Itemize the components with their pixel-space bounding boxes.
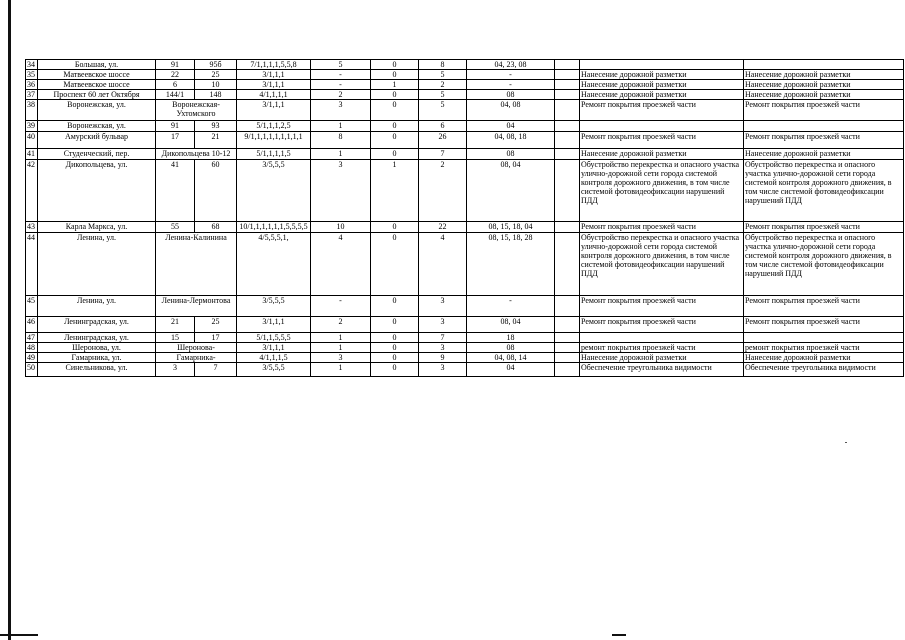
work-done-cell: Ремонт покрытия проезжей части [744,100,904,121]
empty-cell [555,333,580,343]
to-cell: 68 [195,222,237,233]
routes-cell: 04, 08, 18 [467,132,555,149]
lanes-cell: 3/5,5,5 [237,296,311,317]
count-cell: 8 [419,60,467,70]
scan-speck [845,442,847,443]
row-number-cell: 41 [26,149,38,160]
work-done-cell: ремонт покрытия проезжей части [744,343,904,353]
row-number-cell: 42 [26,160,38,222]
empty-cell [555,222,580,233]
row-number-cell: 37 [26,90,38,100]
table-row [26,132,904,149]
count-cell: 3 [419,363,467,377]
routes-cell: - [467,296,555,317]
count-cell: 2 [311,90,371,100]
routes-cell: 08 [467,343,555,353]
count-cell: 4 [311,233,371,296]
from-cell: 21 [156,317,195,333]
to-cell: 10 [195,80,237,90]
routes-cell: 04, 08 [467,100,555,121]
to-cell: 60 [195,160,237,222]
row-number-cell: 48 [26,343,38,353]
row-number-cell: 46 [26,317,38,333]
work-done-cell [744,60,904,70]
segment-cell: Воронежская-Ухтомского [156,100,237,121]
row-number-cell: 49 [26,353,38,363]
count-cell: 0 [371,121,419,132]
to-cell: 17 [195,333,237,343]
count-cell: 3 [311,100,371,121]
lanes-cell: 5/1,1,1,2,5 [237,121,311,132]
count-cell: 0 [371,70,419,80]
street-cell: Ленинградская, ул. [38,333,156,343]
count-cell: 1 [371,160,419,222]
from-cell: 17 [156,132,195,149]
work-planned-cell: Нанесение дорожной разметки [580,353,744,363]
table-row [26,160,904,222]
street-cell: Дикопольцева, ул. [38,160,156,222]
count-cell: 0 [371,149,419,160]
count-cell: - [311,70,371,80]
work-done-cell: Обустройство перекрестка и опасного участка улично-дорожной сети города системой контроля дорожного движения, в том числе системой фотовидеофиксации нарушений ПДД [744,233,904,296]
empty-cell [555,353,580,363]
lanes-cell: 9/1,1,1,1,1,1,1,1,1 [237,132,311,149]
count-cell: 0 [371,60,419,70]
routes-cell: - [467,70,555,80]
work-planned-cell: Ремонт покрытия проезжей части [580,132,744,149]
work-planned-cell: Нанесение дорожной разметки [580,70,744,80]
to-cell: 95б [195,60,237,70]
row-number-cell: 45 [26,296,38,317]
lanes-cell: 3/1,1,1 [237,100,311,121]
lanes-cell: 5/1,1,5,5,5 [237,333,311,343]
street-cell: Воронежская, ул. [38,121,156,132]
empty-cell [555,80,580,90]
row-number-cell: 47 [26,333,38,343]
lanes-cell: 10/1,1,1,1,1,1,5,5,5,5 [237,222,311,233]
empty-cell [555,160,580,222]
work-done-cell: Нанесение дорожной разметки [744,80,904,90]
empty-cell [555,121,580,132]
count-cell: 3 [311,353,371,363]
to-cell: 148 [195,90,237,100]
work-done-cell [744,333,904,343]
empty-cell [555,100,580,121]
street-cell: Матвеевское шоссе [38,70,156,80]
lanes-cell: 4/5,5,5,1, [237,233,311,296]
row-number-cell: 35 [26,70,38,80]
count-cell: 3 [419,343,467,353]
table-row [26,296,904,317]
count-cell: 5 [419,100,467,121]
table-row [26,70,904,80]
work-done-cell: Нанесение дорожной разметки [744,149,904,160]
count-cell: 2 [419,160,467,222]
table-row [26,333,904,343]
routes-cell: 08, 15, 18, 28 [467,233,555,296]
lanes-cell: 4/1,1,1,5 [237,353,311,363]
empty-cell [555,343,580,353]
work-planned-cell: Нанесение дорожной разметки [580,80,744,90]
routes-cell: 04, 08, 14 [467,353,555,363]
work-done-cell: Ремонт покрытия проезжей части [744,222,904,233]
empty-cell [555,233,580,296]
count-cell: 0 [371,132,419,149]
table-row [26,121,904,132]
work-done-cell: Нанесение дорожной разметки [744,70,904,80]
work-done-cell: Обустройство перекрестка и опасного участка улично-дорожной сети города системой контроля дорожного движения, в том числе системой фотовидеофиксации нарушений ПДД [744,160,904,222]
from-cell: 144/1 [156,90,195,100]
work-done-cell: Ремонт покрытия проезжей части [744,317,904,333]
table-row [26,100,904,121]
to-cell: 25 [195,317,237,333]
table-row [26,353,904,363]
from-cell: 3 [156,363,195,377]
to-cell: 93 [195,121,237,132]
lanes-cell: 4/1,1,1,1 [237,90,311,100]
routes-cell: 08, 04 [467,160,555,222]
from-cell: 91 [156,121,195,132]
lanes-cell: 3/1,1,1 [237,70,311,80]
work-planned-cell: Нанесение дорожной разметки [580,90,744,100]
count-cell: 4 [419,233,467,296]
lanes-cell: 3/5,5,5 [237,363,311,377]
work-planned-cell: Обеспечение треугольника видимости [580,363,744,377]
row-number-cell: 38 [26,100,38,121]
table-row [26,60,904,70]
work-done-cell: Ремонт покрытия проезжей части [744,296,904,317]
street-cell: Проспект 60 лет Октября [38,90,156,100]
from-cell: 91 [156,60,195,70]
empty-cell [555,70,580,80]
street-cell: Ленина, ул. [38,233,156,296]
lanes-cell: 3/1,1,1 [237,343,311,353]
count-cell: 22 [419,222,467,233]
scan-left-edge [8,0,11,640]
count-cell: 7 [419,333,467,343]
count-cell: - [311,80,371,90]
count-cell: 0 [371,233,419,296]
table-row [26,317,904,333]
count-cell: 1 [311,333,371,343]
work-done-cell: Ремонт покрытия проезжей части [744,132,904,149]
count-cell: 0 [371,222,419,233]
work-done-cell: Нанесение дорожной разметки [744,353,904,363]
segment-cell: Ленина-Калинина [156,233,237,296]
empty-cell [555,90,580,100]
table-row [26,90,904,100]
count-cell: 0 [371,333,419,343]
street-cell: Матвеевское шоссе [38,80,156,90]
routes-cell: 18 [467,333,555,343]
to-cell: 7 [195,363,237,377]
count-cell: 0 [371,343,419,353]
table-row [26,343,904,353]
work-done-cell: Обеспечение треугольника видимости [744,363,904,377]
row-number-cell: 44 [26,233,38,296]
count-cell: 0 [371,296,419,317]
street-cell: Студенческий, пер. [38,149,156,160]
segment-cell: Шеронова- [156,343,237,353]
table-body [26,60,904,377]
empty-cell [555,60,580,70]
row-number-cell: 39 [26,121,38,132]
lanes-cell: 3/1,1,1 [237,80,311,90]
empty-cell [555,296,580,317]
table-row [26,233,904,296]
routes-cell: 04, 23, 08 [467,60,555,70]
count-cell: 7 [419,149,467,160]
row-number-cell: 43 [26,222,38,233]
count-cell: 3 [419,296,467,317]
street-cell: Большая, ул. [38,60,156,70]
work-planned-cell: Нанесение дорожной разметки [580,149,744,160]
from-cell: 15 [156,333,195,343]
work-planned-cell: Ремонт покрытия проезжей части [580,100,744,121]
segment-cell: Гамарника- [156,353,237,363]
work-planned-cell: Ремонт покрытия проезжей части [580,222,744,233]
street-cell: Ленина, ул. [38,296,156,317]
from-cell: 22 [156,70,195,80]
road-works-table [25,59,904,377]
row-number-cell: 40 [26,132,38,149]
count-cell: 10 [311,222,371,233]
to-cell: 21 [195,132,237,149]
routes-cell: 08, 15, 18, 04 [467,222,555,233]
count-cell: - [311,296,371,317]
work-planned-cell: Ремонт покрытия проезжей части [580,317,744,333]
street-cell: Карла Маркса, ул. [38,222,156,233]
count-cell: 1 [311,363,371,377]
count-cell: 8 [311,132,371,149]
lanes-cell: 3/1,1,1 [237,317,311,333]
scan-bottom-mark [612,634,626,636]
from-cell: 41 [156,160,195,222]
segment-cell: Дикопольцева 10-12 [156,149,237,160]
count-cell: 3 [311,160,371,222]
routes-cell: 08 [467,149,555,160]
count-cell: 0 [371,353,419,363]
lanes-cell: 3/5,5,5 [237,160,311,222]
count-cell: 2 [311,317,371,333]
segment-cell: Ленина-Лермонтова [156,296,237,317]
count-cell: 1 [311,149,371,160]
from-cell: 55 [156,222,195,233]
work-planned-cell: Ремонт покрытия проезжей части [580,296,744,317]
routes-cell: 04 [467,121,555,132]
row-number-cell: 36 [26,80,38,90]
row-number-cell: 50 [26,363,38,377]
street-cell: Синельникова, ул. [38,363,156,377]
work-planned-cell [580,333,744,343]
table-row [26,222,904,233]
table-row [26,363,904,377]
count-cell: 1 [311,343,371,353]
street-cell: Гамарника, ул. [38,353,156,363]
count-cell: 5 [311,60,371,70]
street-cell: Ленинградская, ул. [38,317,156,333]
work-planned-cell: ремонт покрытия проезжей части [580,343,744,353]
work-planned-cell: Обустройство перекрестка и опасного участка улично-дорожной сети города системой контроля дорожного движения, в том числе системой фотовидеофиксации нарушений ПДД [580,233,744,296]
scan-bottom-mark [0,634,38,636]
count-cell: 0 [371,90,419,100]
work-done-cell: Нанесение дорожной разметки [744,90,904,100]
count-cell: 0 [371,317,419,333]
count-cell: 3 [419,317,467,333]
work-planned-cell: Обустройство перекрестка и опасного участка улично-дорожной сети города системой контроля дорожного движения, в том числе системой фотовидеофиксации нарушений ПДД [580,160,744,222]
count-cell: 26 [419,132,467,149]
row-number-cell: 34 [26,60,38,70]
empty-cell [555,317,580,333]
table-row [26,149,904,160]
count-cell: 1 [311,121,371,132]
count-cell: 0 [371,100,419,121]
empty-cell [555,363,580,377]
routes-cell: 08, 04 [467,317,555,333]
count-cell: 2 [419,80,467,90]
count-cell: 1 [371,80,419,90]
table-row [26,80,904,90]
work-planned-cell [580,121,744,132]
count-cell: 0 [371,363,419,377]
to-cell: 25 [195,70,237,80]
from-cell: 6 [156,80,195,90]
count-cell: 6 [419,121,467,132]
street-cell: Шеронова, ул. [38,343,156,353]
work-planned-cell [580,60,744,70]
routes-cell: - [467,80,555,90]
street-cell: Амурский бульвар [38,132,156,149]
empty-cell [555,149,580,160]
lanes-cell: 5/1,1,1,1,5 [237,149,311,160]
count-cell: 5 [419,90,467,100]
work-done-cell [744,121,904,132]
street-cell: Воронежская, ул. [38,100,156,121]
empty-cell [555,132,580,149]
routes-cell: 04 [467,363,555,377]
count-cell: 9 [419,353,467,363]
count-cell: 5 [419,70,467,80]
lanes-cell: 7/1,1,1,1,5,5,8 [237,60,311,70]
routes-cell: 08 [467,90,555,100]
